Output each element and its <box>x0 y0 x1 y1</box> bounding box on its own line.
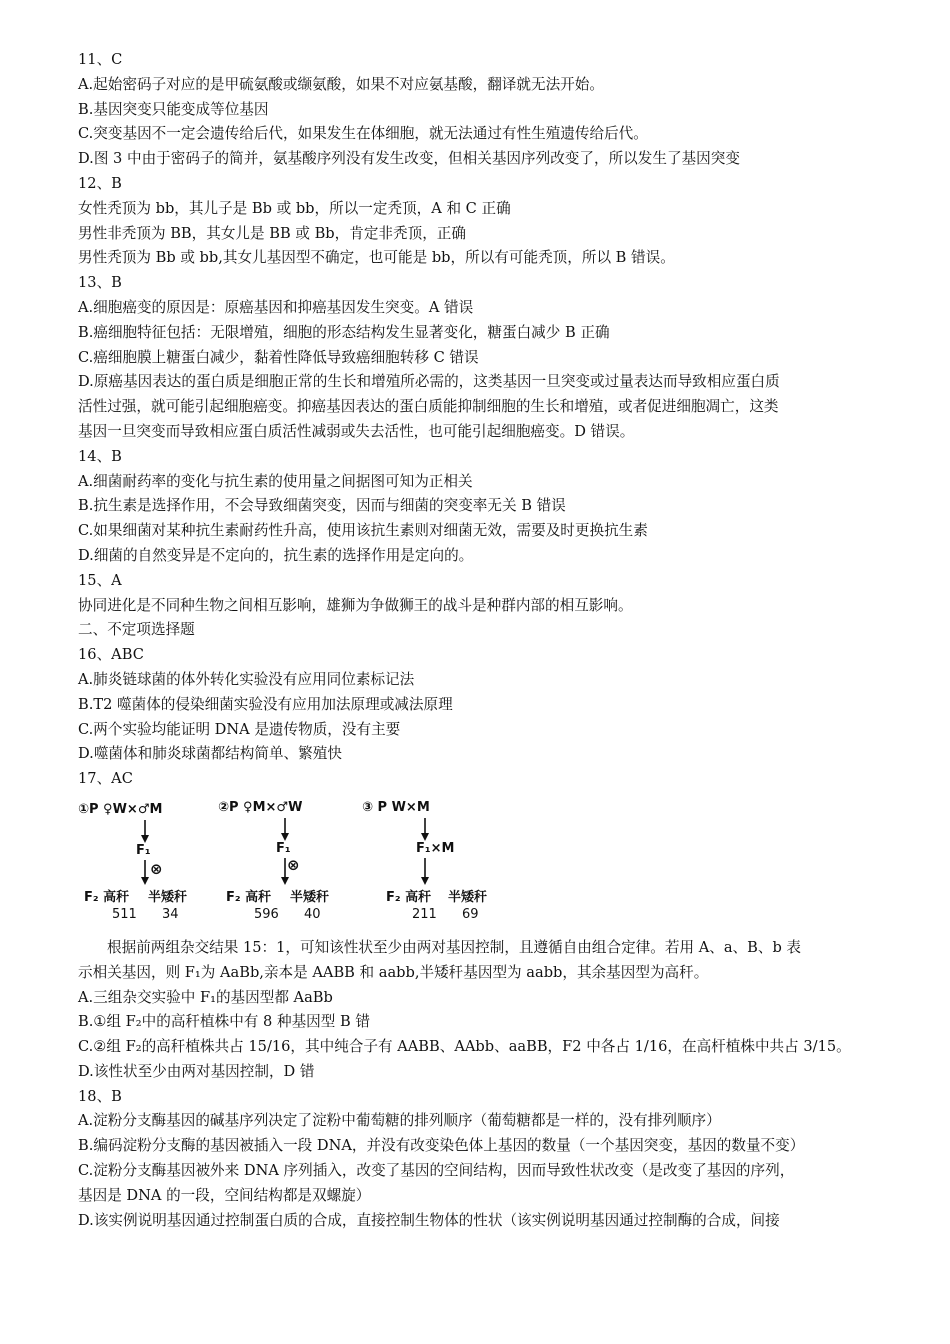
q16-option-b: B.T2 噬菌体的侵染细菌实验没有应用加法原理或减法原理 <box>78 695 453 713</box>
q14-option-b: B.抗生素是选择作用，不会导致细菌突变，因而与细菌的突变率无关 B 错误 <box>78 497 566 515</box>
q17-option-b: B.①组 F₂中的高秆植株中有 8 种基因型 B 错 <box>78 1013 370 1031</box>
cross-2-short-count: 40 <box>304 906 321 922</box>
cross-1-f1: F₁ <box>136 842 151 858</box>
q14-option-a: A.细菌耐药率的变化与抗生素的使用量之间据图可知为正相关 <box>78 472 473 490</box>
q12-line-2: 男性非秃顶为 BB，其女儿是 BB 或 Bb，肯定非秃顶，正确 <box>78 224 466 242</box>
q17-answer: 17、AC <box>78 770 133 788</box>
cross-3-tall-count: 211 <box>412 906 437 922</box>
q13-option-d-line-1: D.原癌基因表达的蛋白质是细胞正常的生长和增殖所必需的，这类基因一旦突变或过量表达而导致相应蛋白质 <box>78 373 780 391</box>
cross-3-arrow-down-icon <box>420 858 430 886</box>
q13-option-c: C.癌细胞膜上糖蛋白减少，黏着性降低导致癌细胞转移 C 错误 <box>78 348 479 366</box>
q13-option-a: A.细胞癌变的原因是：原癌基因和抑癌基因发生突变。A 错误 <box>78 298 474 316</box>
q16-option-d: D.噬菌体和肺炎球菌都结构简单、繁殖快 <box>78 745 342 763</box>
q13-option-d-line-3: 基因一旦突变而导致相应蛋白质活性减弱或失去活性，也可能引起细胞癌变。D 错误。 <box>78 422 635 440</box>
q16-answer: 16、ABC <box>78 646 144 664</box>
cross-1-tall-count: 511 <box>112 906 137 922</box>
q16-option-a: A.肺炎链球菌的体外转化实验没有应用同位素标记法 <box>78 670 415 688</box>
cross-2-arrow-down-icon <box>280 818 290 842</box>
cross-1-short-count: 34 <box>162 906 179 922</box>
q11-option-a: A.起始密码子对应的是甲硫氨酸或缬氨酸，如果不对应氨基酸，翻译就无法开始。 <box>78 75 604 93</box>
q13-answer: 13、B <box>78 274 122 292</box>
cross-2-f2-tall: F₂ 高秆 <box>226 889 272 905</box>
q18-answer: 18、B <box>78 1087 122 1105</box>
cross-3-f2-short: 半矮秆 <box>448 889 488 905</box>
q11-option-c: C.突变基因不一定会遗传给后代，如果发生在体细胞，就无法通过有性生殖遗传给后代。 <box>78 125 648 143</box>
cross-2-selfing-icon: ⊗ <box>287 855 300 874</box>
q11-option-d: D.图 3 中由于密码子的简并，氨基酸序列没有发生改变，但相关基因序列改变了，所以发生了基因突变 <box>78 150 740 168</box>
answer-page <box>78 48 898 1233</box>
q12-line-1: 女性秃顶为 bb，其儿子是 Bb 或 bb，所以一定秃顶，A 和 C 正确 <box>78 199 511 217</box>
q11-answer: 11、C <box>78 51 123 68</box>
section-2-heading: 二、不定项选择题 <box>78 621 195 639</box>
q13-option-d-line-2: 活性过强，就可能引起细胞癌变。抑癌基因表达的蛋白质能抑制细胞的生长和增殖，或者促进细胞凋亡，这类 <box>78 398 779 416</box>
cross-1-parents: ①P ♀W×♂M <box>78 801 163 817</box>
cross-1-arrow-down-icon <box>140 860 150 886</box>
cross-3-f1-testcross: F₁×M <box>416 840 455 856</box>
cross-2-parents: ②P ♀M×♂W <box>218 799 303 815</box>
q17-option-a: A.三组杂交实验中 F₁的基因型都 AaBb <box>78 988 333 1006</box>
q18-option-a: A.淀粉分支酶基因的碱基序列决定了淀粉中葡萄糖的排列顺序（葡萄糖都是一样的，没有排列顺序） <box>78 1112 721 1130</box>
q12-line-3: 男性秃顶为 Bb 或 bb,其女儿基因型不确定，也可能是 bb，所以有可能秃顶，所以 B 错误。 <box>78 249 675 267</box>
q17-explanation-line-1: 根据前两组杂交结果 15：1，可知该性状至少由两对基因控制，且遵循自由组合定律。若用 A、a、B、b 表 <box>107 938 802 956</box>
q17-option-c: C.②组 F₂的高秆植株共占 15/16，其中纯合子有 AABB、AAbb、aaBB，F2 中各占 1/16，在高杆植株中共占 3/15。 <box>78 1038 851 1056</box>
cross-1-arrow-down-icon <box>140 820 150 844</box>
q13-option-b: B.癌细胞特征包括：无限增殖，细胞的形态结构发生显著变化，糖蛋白减少 B 正确 <box>78 323 610 341</box>
q14-option-d: D.细菌的自然变异是不定向的，抗生素的选择作用是定向的。 <box>78 546 474 564</box>
cross-3-short-count: 69 <box>462 906 479 922</box>
cross-2-tall-count: 596 <box>254 906 279 922</box>
q16-option-c: C.两个实验均能证明 DNA 是遗传物质，没有主要 <box>78 720 401 738</box>
q18-option-c-line-1: C.淀粉分支酶基因被外来 DNA 序列插入，改变了基因的空间结构，因而导致性状改变（是改变了基因的序列， <box>78 1162 795 1180</box>
q15-line-1: 协同进化是不同种生物之间相互影响，雄狮为争做狮王的战斗是种群内部的相互影响。 <box>78 596 633 614</box>
q15-answer: 15、A <box>78 571 122 589</box>
cross-3-arrow-down-icon <box>420 818 430 842</box>
q18-option-d: D.该实例说明基因通过控制蛋白质的合成，直接控制生物体的性状（该实例说明基因通过控制酶的合成，间接 <box>78 1211 780 1229</box>
q17-explanation-line-2: 示相关基因，则 F₁为 AaBb,亲本是 AABB 和 aabb,半矮秆基因型为 aabb，其余基因型为高秆。 <box>78 963 709 981</box>
q14-answer: 14、B <box>78 447 122 465</box>
q17-option-d: D.该性状至少由两对基因控制，D 错 <box>78 1062 315 1080</box>
q18-option-c-line-2: 基因是 DNA 的一段，空间结构都是双螺旋） <box>78 1186 371 1204</box>
cross-2-f1: F₁ <box>276 840 291 856</box>
q18-option-b: B.编码淀粉分支酶的基因被插入一段 DNA，并没有改变染色体上基因的数量（一个基因突变，基因的数量不变） <box>78 1137 805 1155</box>
cross-1-f2-tall: F₂ 高秆 <box>84 889 130 905</box>
q14-option-c: C.如果细菌对某种抗生素耐药性升高，使用该抗生素则对细菌无效，需要及时更换抗生素 <box>78 522 648 540</box>
cross-diagram <box>78 794 898 930</box>
cross-1-selfing-icon: ⊗ <box>150 859 163 878</box>
cross-1-f2-short: 半矮秆 <box>148 889 188 905</box>
q12-answer: 12、B <box>78 174 122 192</box>
cross-3-f2-tall: F₂ 高秆 <box>386 889 432 905</box>
cross-2-f2-short: 半矮秆 <box>290 889 330 905</box>
q11-option-b: B.基因突变只能变成等位基因 <box>78 100 269 118</box>
cross-3-parents: ③ P W×M <box>362 799 430 815</box>
